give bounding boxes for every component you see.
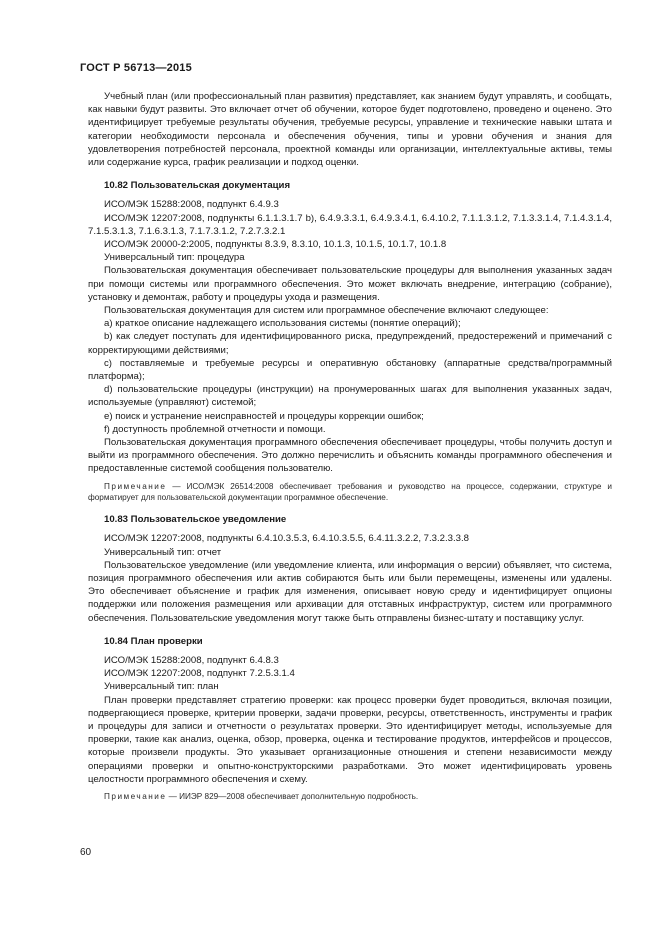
reference-line: ИСО/МЭК 20000-2:2005, подпункты 8.3.9, 8.3.10, 10.1.3, 10.1.5, 10.1.7, 10.1.8 bbox=[104, 239, 447, 251]
note-text: — ИСО/МЭК 26514:2008 обеспечивает требования и руководство на процессе, содержании, структуре и форматирует для пользовательской документации программное обеспечение. bbox=[88, 481, 612, 502]
body-paragraph: Пользовательская документация для систем или программное обеспечение включают следующее: bbox=[104, 305, 549, 317]
reference-line: ИСО/МЭК 12207:2008, подпункты 6.1.1.3.1.7 b), 6.4.9.3.3.1, 6.4.9.3.4.1, 6.4.10.2, 7.1.1.3.1.2, 7.1.3.3.1.4, 7.1.4.3.1.4, 7.1.5.3.1.3, 7.1.6.3.1.3, 7.1.7.3.1.2, 7.2.7.3.2.1 bbox=[88, 212, 612, 237]
note bbox=[88, 481, 612, 503]
page-number: 60 bbox=[80, 847, 92, 858]
universal-type: Универсальный тип: план bbox=[104, 681, 219, 693]
note-label: Примечание bbox=[104, 791, 167, 801]
universal-type: Универсальный тип: отчет bbox=[104, 546, 222, 558]
section-title-10-83: 10.83 Пользовательское уведомление bbox=[104, 514, 287, 526]
body-paragraph: Пользовательская документация программного обеспечения обеспечивает процедуры, чтобы получить доступ и выйти из программного обеспечения. Это должно перечислить и объяснить команды программного обеспечения и предоставленные системой сообщения пользователю. bbox=[88, 437, 612, 475]
section-title-10-84: 10.84 План проверки bbox=[104, 635, 203, 647]
note bbox=[88, 791, 612, 802]
page-content bbox=[88, 90, 612, 807]
reference-line: ИСО/МЭК 12207:2008, подпункт 7.2.5.3.1.4 bbox=[104, 668, 295, 680]
reference-line: ИСО/МЭК 15288:2008, подпункт 6.4.8.3 bbox=[104, 654, 279, 666]
intro-paragraph: Учебный план (или профессиональный план развития) представляет, как знанием будут управлять, и сообщать, как навыки будут развиты. Это включает отчет об обучении, которое будет подготовлено, проведено и оценено. Это идентифицирует требуемые результаты обучения, требуемые ресурсы, управление и технические навыки штата и категории необходимости персонала и обеспечения обучения, типы и уровни обучения и знания для удовлетворения потребностей персонала, проектной команды или организации, интеллектуальные активы, темы или содержание курса, график реализации и подход оценки. bbox=[88, 91, 612, 169]
section-title-10-82: 10.82 Пользовательская документация bbox=[104, 180, 291, 192]
list-item: f) доступность проблемной отчетности и помощи. bbox=[104, 423, 326, 435]
note-text: — ИИЭР 829—2008 обеспечивает дополнительную подробность. bbox=[166, 791, 419, 801]
list-item: a) краткое описание надлежащего использования системы (понятие операций); bbox=[104, 318, 461, 330]
universal-type: Универсальный тип: процедура bbox=[104, 252, 245, 264]
body-paragraph: Пользовательская документация обеспечивает пользовательские процедуры для выполнения указанных задач при помощи системы или программного обеспечения. Это может включать внедрение, интеграцию (собрание), установку и демонтаж, работу и процедуры ухода и размещения. bbox=[88, 265, 612, 303]
standard-header: ГОСТ Р 56713—2015 bbox=[80, 62, 192, 74]
body-paragraph: План проверки представляет стратегию проверки: как процесс проверки будет проводиться, включая позиции, подвергающиеся проверке, критерии проверки, задачи проверки, ресурсы, ответственность, инструменты и график и процедуры для записи и отчетности о результатах проверки. Это идентифицирует методы, используемые для проверки, такие как анализ, оценка, обзор, проверка, оценка и тестирование продуктов, интерфейсов и процессов, которые произвели продукты. Это указывает организационные отношения и степени независимости между операциями проверки и опытно-конструкторскими разработками. Это может идентифицировать уровень целостности программного обеспечения и схему. bbox=[88, 694, 612, 785]
list-item: c) поставляемые и требуемые ресурсы и оперативную обстановку (аппаратные средства/программный платформа); bbox=[88, 357, 612, 383]
list-item: d) пользовательские процедуры (инструкции) на пронумерованных шагах для выполнения указанных задач, используемые (управляют) системой; bbox=[88, 384, 612, 409]
body-paragraph: Пользовательское уведомление (или уведомление клиента, или информация о версии) объявляет, что система, позиция программного обеспечения или актив собираются быть или были перемещены, изменены или удалены. Это обеспечивает объяснение и график для изменения, описывает новую среду и идентифицирует опционы поддержки или положения размещения или архивации для отставных инфраструктур, систем или программного обеспечения. Пользовательские уведомления могут также быть отправлены бизнес-штату и поставщику услуг. bbox=[88, 559, 612, 624]
note-label: Примечание bbox=[104, 481, 167, 491]
reference-line: ИСО/МЭК 15288:2008, подпункт 6.4.9.3 bbox=[104, 199, 279, 211]
list-item: e) поиск и устранение неисправностей и процедуры коррекции ошибок; bbox=[104, 410, 424, 422]
list-item: b) как следует поступать для идентифицированного риска, предупреждений, предостережений и примечаний с корректирующими действиями; bbox=[88, 331, 612, 356]
reference-line: ИСО/МЭК 12207:2008, подпункты 6.4.10.3.5.3, 6.4.10.3.5.5, 6.4.11.3.2.2, 7.3.2.3.3.8 bbox=[104, 533, 470, 545]
